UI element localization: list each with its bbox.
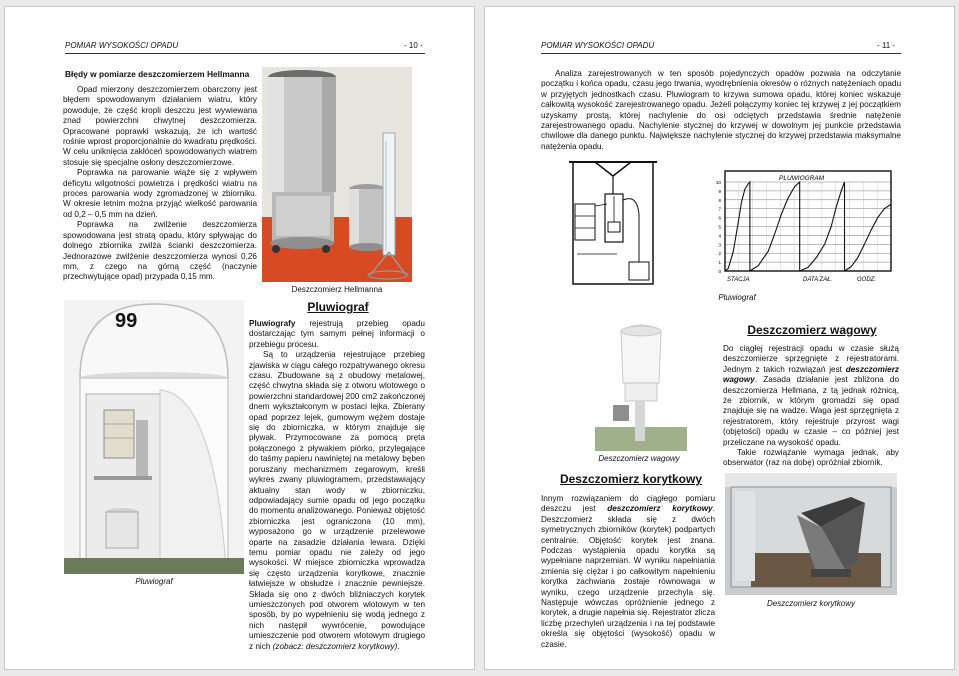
weighing-gauge-body: . Zasada działanie jest zbliżona do deszczomierza Hellmana, z tą jednak różnicą, że zbiornik, w którym gromadzi się opad znajduje się na wadze. Waga jest sprzęgnięta z rejestratorem, który rejestruje przyrost wagi (objętości) opadu w czasie – co później jest przeliczane na wysokość opadu. (723, 375, 899, 447)
weighing-gauge-intro: Do ciągłej rejestracji opadu w czasie służą deszczomierze sprzęgnięte z rejestratorami. Jednym z takich rozwiązań jest (723, 344, 899, 374)
errors-paragraph: Poprawka na zwilżenie deszczomierza spowodowana jest stratą opadu, który spływając do dolnego zbiornika zwilża ścianki deszczomierza. Jednorazowe zwilżenie deszczomierza wynosi 0,26 mm, z czego na górną część (naczynie przechwytujące opad) przypada 0,15 mm. (63, 220, 257, 282)
pluviograph-see-also: (zobacz: deszczomierz korytkowy) (272, 641, 398, 651)
pluviogram-y-tick-label: 8 (718, 197, 721, 203)
header-rule (65, 53, 425, 54)
pluviogram-y-tick-label: 2 (718, 251, 721, 257)
pluviograph-number-label: 99 (115, 310, 138, 332)
pluviogram-y-tick-label: 1 (718, 260, 721, 266)
pluviograph-schematic (567, 134, 659, 286)
hellmann-caption: Deszczomierz Hellmanna (291, 285, 383, 294)
pluviogram-y-tick-label: 6 (718, 215, 721, 221)
pluviograph-description-body: Są to urządzenia rejestrujące przebieg zjawiska w ciągu całego rozpatrywanego okresu czasu. Zbudowane są z obudowy metalowej, część chwytna składa się z otworu wlotowego o powierzchni standardowej 200 cm2 zakończonej dnem wykształconym w postaci lejka. Zbierany opad poprzez lejek, gumowym wężem dostaje się do zbiorniczka, w którym znajduje się pływak. Przymocowane za pomocą pręta połączonego z pływakiem piórko, przylegające do taśmy papieru nawiniętej na metalowy bęben poruszany mechanizmem zegarowym, kreśli wykres zwany pluwiogramem, przedstawiający aktualny stan wody w zbiorniczku, odpowiadający sumie opadu od jego początku do momentu analizowanego. Ponieważ objętość zbiorniczka jest ograniczona (10 mm), wyposażono go w urządzenie przelewowe oparte na zasadzie działania lewara. Dzięki temu pomiar opadu nie zależy od jego wysokości. W miejsce zbiorniczka wprowadza się często urządzenia korytkowe, znacznie łatwiejsze w obsłudze i znacznie pewniejsze. Składa się ono z dwóch bliźniaczych korytek umieszczonych pod otworem wlotowym w ten sposób, by po wypełnieniu się wodą jednego z nich następił wywrócenie, powodujące umieszczenie pod otworem wlotowym drugiego z nich (249, 350, 425, 651)
tipping-gauge-title: Deszczomierz korytkowy (559, 472, 703, 486)
page-number: - 10 - (404, 41, 423, 50)
pluviogram-y-tick-label: 9 (718, 188, 721, 194)
tipping-gauge-caption: Deszczomierz korytkowy (766, 599, 855, 608)
page-header-title: POMIAR WYSOKOŚCI OPADU (65, 41, 179, 50)
pluviogram-svg (707, 168, 893, 285)
analysis-paragraph: Analiza zarejestrowanych w ten sposób pojedynczych opadów pozwala na odczytanie początku i końca opadu, czasu jego trwania, wyodrębnienia okresów o różnych natężeniach opadu w przyjętych jednostkach czasu. Pluwiogram to krzywa sumowa opadu, której koniec wskazuje całkowitą wysokość zarejestrowanego opadu. Jeżeli połączymy koniec tej krzywej z jej początkiem uzyskamy prostą, której nachylenie do osi odciętych przedstawia średnie natężenie zarejestrowanego opadu. Nachylenie stycznej do krzywej w dowolnym jej punkcie przedstawia chwilowe dla danego punktu. Największe nachylenie stycznej do krzywej przedstawia maksymalne natężenia opadu. (541, 69, 901, 151)
weighing-gauge-text (723, 344, 899, 469)
pluviogram-y-tick-label: 0 (718, 269, 721, 274)
pluviograph-photo (64, 300, 244, 574)
pluviograph-text (249, 319, 425, 652)
tipping-gauge-body: . Deszczomierz składa się z dwóch symetrycznych zbiorników (korytek) podpartych centralnie. Objętość korytek jest znana. Podczas wystąpienia opadu korytka są wypełniane naprzemian. W wyniku napełniania zmienia się ciężar i po całkowitym napełnieniu korytka zachwiana zostaje równowaga w wyniku, czego urządzenie przechyla się. Następuje wówczas opróżnienie jednego z korytek, a drugie napełnia się. Rejestrator zlicza liczbę przechyleń urządzenia i na tej podstawie określa się objętości (wysokość) opadu w czasie. (541, 504, 716, 649)
pluviogram-footer-station: STACJA (727, 277, 750, 283)
tipping-gauge-description (541, 494, 715, 650)
pluviograph-description-end: . (397, 641, 400, 651)
pluviogram-y-tick-label: 5 (718, 224, 721, 230)
tipping-gauge-term: deszczomierz korytkowy (607, 504, 713, 514)
weighing-gauge-caption: Deszczomierz wagowy (598, 454, 680, 463)
errors-paragraph: Poprawka na parowanie wiąże się z wpływem deficytu wilgotności powietrza i prędkości wiatru na proces parowania wody zgromadzonej w zbiorniku. W okresie letnim można przyjąć wielkość parowania od 0,2 – 0,5 mm na dzień. (63, 168, 257, 219)
pluviogram-footer-time: GODZ. (857, 277, 876, 283)
pluviograph-section-title: Pluwiograf (307, 300, 369, 314)
tipping-gauge-text (541, 494, 715, 650)
hellmann-gauge-photo (262, 67, 412, 282)
pluviogram-header: PLUWIOGRAM (779, 175, 825, 182)
pluviogram-chart (707, 168, 893, 285)
tipping-gauge-photo (725, 473, 897, 595)
errors-text (63, 85, 257, 283)
errors-paragraph: Opad mierzony deszczomierzem obarczony jest błędem spowodowanym działaniem wiatru, który powoduje, że część kropli deszczu jest wywiewana znad powierzchni chwytnej deszczomierza. Opracowane poprawki wskazują, że ich wartość rośnie wprost proporcjonalnie do kwadratu prędkości. W celu uniknięcia zakłóceń spowodowanych wiatrem stosuje się specjalne osłony deszczomierzowe. (63, 85, 257, 167)
weighing-gauge-term: deszczomierz wagowy (723, 364, 899, 385)
pluviogram-caption: Pluwiograf (718, 293, 756, 302)
pluviograph-term: Pluwiografy (249, 319, 296, 328)
pluviograph-intro (249, 319, 425, 350)
section-heading-errors: Błędy w pomiarze deszczomierzem Hellmanna (65, 69, 250, 79)
weighing-gauge-title: Deszczomierz wagowy (747, 323, 877, 337)
pluviograph-description (249, 350, 425, 652)
right-page (484, 6, 955, 670)
pluviogram-y-tick-label: 10 (715, 180, 721, 185)
tipping-gauge-intro: Innym rozwiązaniem do ciągłego pomiaru deszczu jest (541, 494, 715, 514)
weighing-gauge-note: Takie rozwiązanie wymaga jednak, aby obserwator (raz na dobę) opróżniał zbiornik. (723, 448, 899, 468)
pluviogram-footer-date: DATA ZAŁ. (803, 277, 833, 283)
pluviograph-photo-caption: Pluwiograf (135, 577, 173, 586)
weighing-gauge-photo (595, 317, 687, 451)
left-page (4, 6, 475, 670)
pluviograph-intro-rest: rejestrują przebieg opadu dostarczając tym samym pełnej informacji o przebiegu procesu. (249, 319, 425, 349)
page-number: - 11 - (877, 41, 896, 50)
pluviogram-y-tick-label: 3 (718, 242, 721, 248)
weighing-gauge-description (723, 344, 899, 448)
pluviogram-y-tick-label: 7 (718, 206, 721, 212)
pluviogram-y-tick-label: 4 (718, 233, 721, 239)
header-rule (541, 53, 901, 54)
page-header-title: POMIAR WYSOKOŚCI OPADU (541, 41, 655, 50)
